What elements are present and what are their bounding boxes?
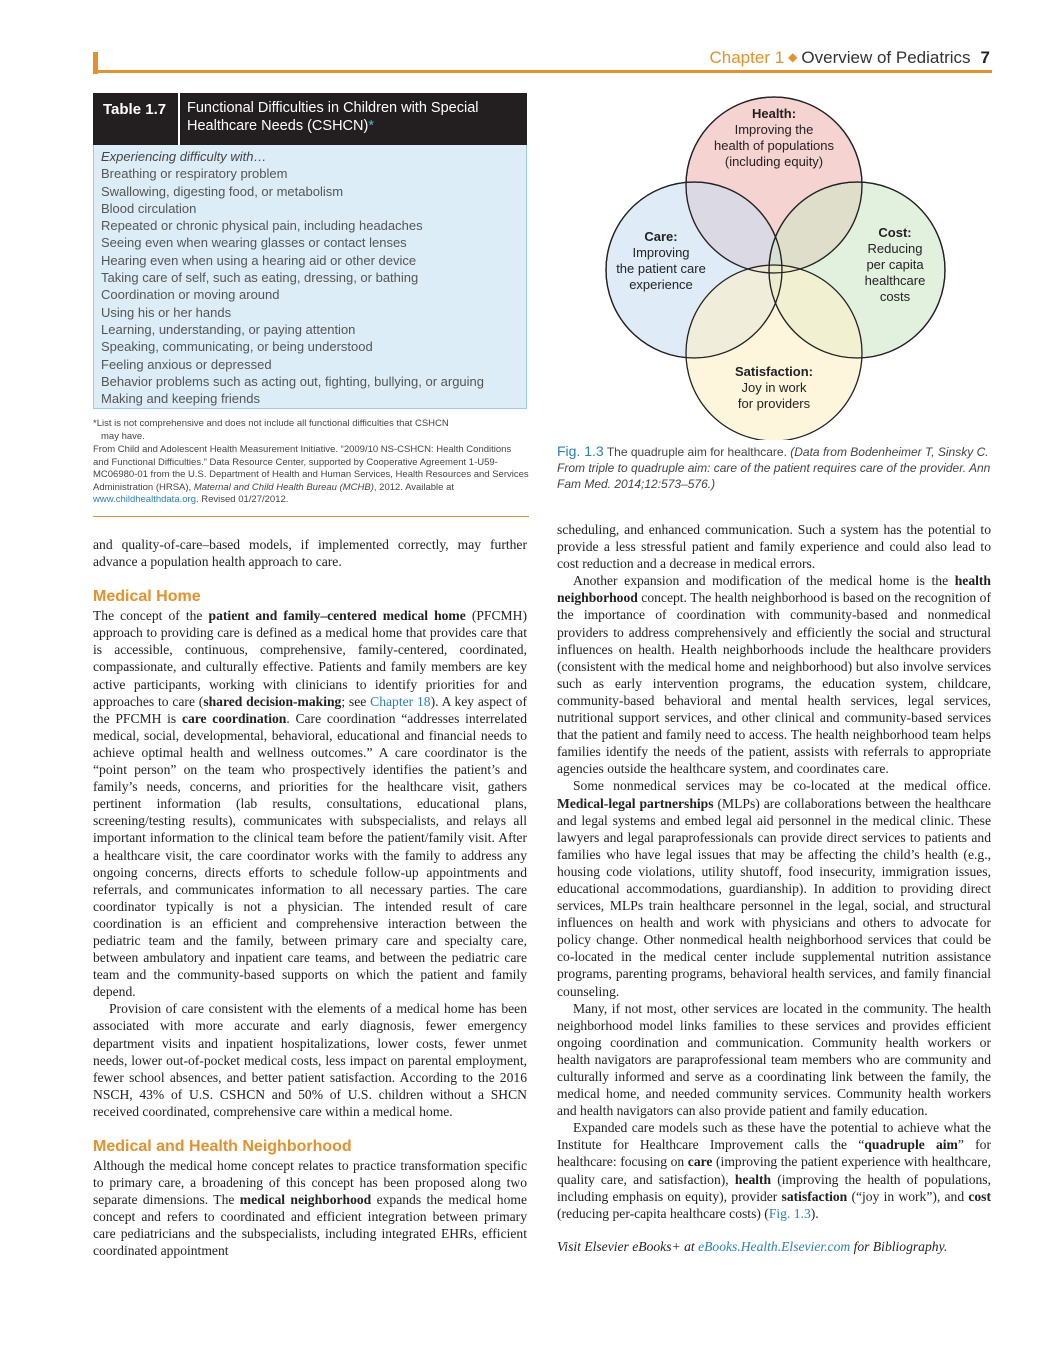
table-header <box>93 93 527 145</box>
text: for Bibliography. <box>850 1238 948 1254</box>
quadruple-aim-venn <box>590 90 990 440</box>
text: ). A key aspect of the PFCMH is <box>93 693 527 726</box>
text: expands the medical home concept and refers to coordinated and efficient integration between primary care pediatricians and the subspecialists, including integrated EHRs, efficient coordinated appointment <box>93 1192 527 1259</box>
header-rule <box>93 70 992 73</box>
page-number: 7 <box>980 48 990 67</box>
care-line-1: Improving <box>632 245 690 260</box>
table-title-footnote-mark: * <box>368 118 374 134</box>
table-row: Repeated or chronic physical pain, including headaches <box>101 218 423 234</box>
paragraph <box>93 1157 527 1260</box>
section-heading-neighborhood: Medical and Health Neighborhood <box>93 1138 352 1155</box>
text: Some nonmedical services may be co-located at the medical office. <box>573 778 991 794</box>
chapter-label: Chapter 1 <box>709 48 785 67</box>
section-heading-medical-home: Medical Home <box>93 588 201 606</box>
table-row: Swallowing, digesting food, or metabolism <box>101 183 344 199</box>
table-row: Learning, understanding, or paying attention <box>101 321 356 337</box>
table-row: Speaking, communicating, or being understood <box>101 339 373 355</box>
table-notes <box>93 418 529 508</box>
bold-term: care <box>687 1154 713 1170</box>
bold-term: care coordination <box>181 710 287 726</box>
table-title-text: Functional Difficulties in Children with Special Healthcare Needs (CSHCN) <box>187 100 479 134</box>
paragraph: Provision of care consistent with the elements of a medical home has been associated with more accurate and early diagnosis, fewer emergency department visits and inpatient hospitalizations, lower costs, fewer unmet needs, lower out-of-pocket medical costs, less impact on parental employment, fewer school absences, and better patient satisfaction. According to the 2016 NSCH, 43% of U.S. CSHCN and 50% of U.S. children without a SHCN received coordinated, comprehensive care within a medical home. <box>93 1001 527 1119</box>
bold-term: medical neighborhood <box>239 1192 372 1208</box>
figure-label: Fig. 1.3 <box>557 443 604 459</box>
bold-term: health <box>734 1171 772 1187</box>
bold-term: satisfaction <box>781 1188 848 1204</box>
running-header <box>710 48 991 68</box>
text: The concept of the <box>93 608 209 624</box>
table-title <box>187 99 517 135</box>
text: Visit Elsevier eBooks+ at <box>557 1238 699 1254</box>
left-column <box>93 536 527 1260</box>
care-line-3: experience <box>629 277 693 292</box>
text: (improving the health of populations, including emphasis on equity), provider <box>557 1171 991 1204</box>
bold-term: patient and family–centered medical home <box>208 608 466 624</box>
satisfaction-line-1: Joy in work <box>741 380 807 395</box>
figure-caption <box>557 443 997 492</box>
right-column <box>557 521 991 1255</box>
text: . Care coordination “addresses interrelated medical, social, developmental, behavioral, educational and financial needs to achieve optimal health and wellness outcomes.” A care coordinator is the “point person” on the team who prospectively identifies the patient’s and family’s needs, concerns, and priorities for the healthcare visit, gathers pertinent information (lab results, consultations, educational plans, screening/testing results), communicates with subspecialists, and relays all important information to the clinical team before the patient/family visit. After a healthcare visit, the care coordinator works with the family to address any ongoing concerns, directs efforts to schedule follow-up appointments and referrals, and communicates information to all necessary parties. The care coordinator typically is not a physician. The intended result of care coordination is an efficient and comprehensive interaction between the pediatric team and the family, between primary care and specialty care, between ambulatory and inpatient care teams, and between the pediatric care team and the community-based supports on which the patient and family depend. <box>93 710 527 1000</box>
text: Expanded care models such as these have the potential to achieve what the Institute for Healthcare Improvement calls the “ <box>557 1120 991 1153</box>
diamond-icon: ◆ <box>788 50 798 64</box>
table-column-heading: Experiencing difficulty with… <box>101 149 267 164</box>
table-row: Seeing even when wearing glasses or contact lenses <box>101 235 407 251</box>
health-line-3: (including equity) <box>724 154 824 169</box>
health-title: Health: <box>751 106 797 121</box>
text: concept. The health neighborhood is based on the recognition of the importance of coordination with community-based and nonmedical providers to address comprehensively and efficiently the social and structural influences on health. Health neighborhoods include the healthcare providers (consistent with the medical home and neighborhood) but also involve services such as early intervention programs, the education system, childcare, community-based behavioral and mental health services, legal services, nutritional support services, and other clinical and community-based services that the patient and family need to access. The health neighborhood team helps families identify the needs of the patient, assists with referrals to appropriate agencies outside the healthcare system, and coordinates care. <box>557 590 991 777</box>
care-title: Care: <box>644 229 678 244</box>
paragraph <box>557 572 991 777</box>
fig-1-3-link[interactable]: Fig. 1.3 <box>768 1205 811 1221</box>
text: (improving the patient experience with healthcare, quality care, and satisfaction), <box>557 1154 991 1187</box>
bold-term: quadruple aim <box>864 1137 958 1153</box>
text: (“joy in work”), and <box>847 1188 969 1204</box>
cost-line-1: Reducing <box>867 241 923 256</box>
satisfaction-line-2: for providers <box>737 396 811 411</box>
paragraph: and quality-of-care–based models, if implemented correctly, may further advance a population health approach to care. <box>93 537 527 570</box>
text: (reducing per-capita healthcare costs) ( <box>557 1205 769 1221</box>
table-source <box>93 444 529 507</box>
table-row: Coordination or moving around <box>101 287 280 303</box>
table-rows <box>101 165 526 407</box>
cost-line-4: costs <box>879 289 911 304</box>
source-text-2: , 2012. Available at <box>373 481 455 493</box>
table-body <box>93 145 527 409</box>
bold-term: health neighborhood <box>557 573 991 606</box>
footnote-line-1: *List is not comprehensive and does not include all functional difficulties that CSHCN <box>93 418 449 429</box>
paragraph <box>557 1119 991 1222</box>
text: Another expansion and modification of the medical home is the <box>573 573 955 589</box>
source-journal: Maternal and Child Health Bureau (MCHB) <box>193 481 374 493</box>
satisfaction-title: Satisfaction: <box>734 364 814 379</box>
text: Although the medical home concept relates to practice transformation specific to primary care, a broadening of this concept has been proposed along two separate dimensions. The <box>93 1158 527 1208</box>
paragraph: scheduling, and enhanced communication. Such a system has the potential to provide a less stressful patient and family experience and could also lead to cost reduction and a decrease in medical errors. <box>557 522 991 572</box>
table-header-divider <box>178 93 180 145</box>
bold-term: cost <box>968 1188 991 1204</box>
paragraph <box>557 777 991 999</box>
health-line-2: health of populations <box>714 138 834 153</box>
chapter-title: Overview of Pediatrics <box>801 48 971 67</box>
figure-source: (Data from Bodenheimer T, Sinsky C. From triple to quadruple aim: care of the patient requires care of the provider. Ann Fam Med. 2014;12:573–576.) <box>557 445 991 491</box>
cost-line-2: per capita <box>866 257 924 272</box>
table-row: Taking care of self, such as eating, dressing, or bathing <box>101 270 419 286</box>
cost-title: Cost: <box>878 225 912 240</box>
figure-caption-text: The quadruple aim for healthcare. <box>603 445 791 459</box>
cost-line-3: healthcare <box>864 273 926 288</box>
table-row: Making and keeping friends <box>101 391 260 407</box>
text: (PFCMH) approach to providing care is defined as a medical home that provides care that is accessible, continuous, comprehensive, family-centered, coordinated, compassionate, and culturally effective. Patients and family members are key active participants, working with clinicians to identify priorities for and approaches to care ( <box>93 608 527 709</box>
paragraph <box>93 607 527 1000</box>
table-row: Breathing or respiratory problem <box>101 166 288 182</box>
health-line-1: Improving the <box>734 122 814 137</box>
text: ). <box>810 1205 819 1221</box>
source-text: From Child and Adolescent Health Measurement Initiative. “2009/10 NS-CSHCN: Health Conditions and Functional Difficulties.” Data Resource Center, supported by Cooperative Agreement 1-U59-MC06980-01 from the U.S. Department of Health and Human Services, Health Resources and Services Administration (HRSA), <box>93 444 529 493</box>
table-label: Table 1.7 <box>103 101 167 118</box>
table-row: Hearing even when using a hearing aid or other device <box>101 252 417 268</box>
satisfaction-circle <box>686 265 862 440</box>
table-row: Feeling anxious or depressed <box>101 356 272 372</box>
table-row: Using his or her hands <box>101 304 232 320</box>
text: ; see <box>341 693 371 709</box>
table-footnote <box>93 418 529 443</box>
text: (MLPs) are collaborations between the healthcare and legal systems and embed legal aid personnel in the medical clinic. These lawyers and legal paraprofessionals can provide direct services to patients and families who have legal issues that may be affecting the child’s health (e.g., housing code violations, utility shutoff, food insecurity, immigration issues, educational accommodations, guardianship). In addition to providing direct services, MLPs train healthcare personnel in the legal, social, and structural influences on health and work with physicians and others to advocate for policy change. Other nonmedical health neighborhood services that could be co-located in the medical center include supplemental nutrition assistance programs, parenting programs, behavioral health services, and family financial counseling. <box>557 795 991 999</box>
paragraph: Many, if not most, other services are located in the community. The health neighborhood model links families to these services and provides efficient ongoing coordination and communication. Community health workers or health navigators are paraprofessional team members who are community and culturally informed and serve as a coordinating link between the family, the medical home, and needed community services. Community health workers and health navigators can also provide patient and family education. <box>557 1000 991 1119</box>
bibliography-note <box>557 1238 991 1255</box>
source-text-3: . Revised 01/27/2012. <box>195 494 289 505</box>
text: ” for healthcare: focusing on <box>557 1137 991 1170</box>
ebooks-link[interactable]: eBooks.Health.Elsevier.com <box>698 1238 851 1254</box>
bold-term: shared decision-making <box>203 693 342 709</box>
table-row: Blood circulation <box>101 200 197 216</box>
table-bottom-rule <box>93 516 529 517</box>
care-line-2: the patient care <box>616 261 706 276</box>
childhealthdata-link[interactable]: www.childhealthdata.org <box>93 494 196 505</box>
bold-term: Medical-legal partnerships <box>557 795 714 811</box>
table-row: Behavior problems such as acting out, fighting, bullying, or arguing <box>101 373 484 389</box>
chapter-18-link[interactable]: Chapter 18 <box>370 693 431 709</box>
footnote-line-2: may have. <box>101 430 145 442</box>
